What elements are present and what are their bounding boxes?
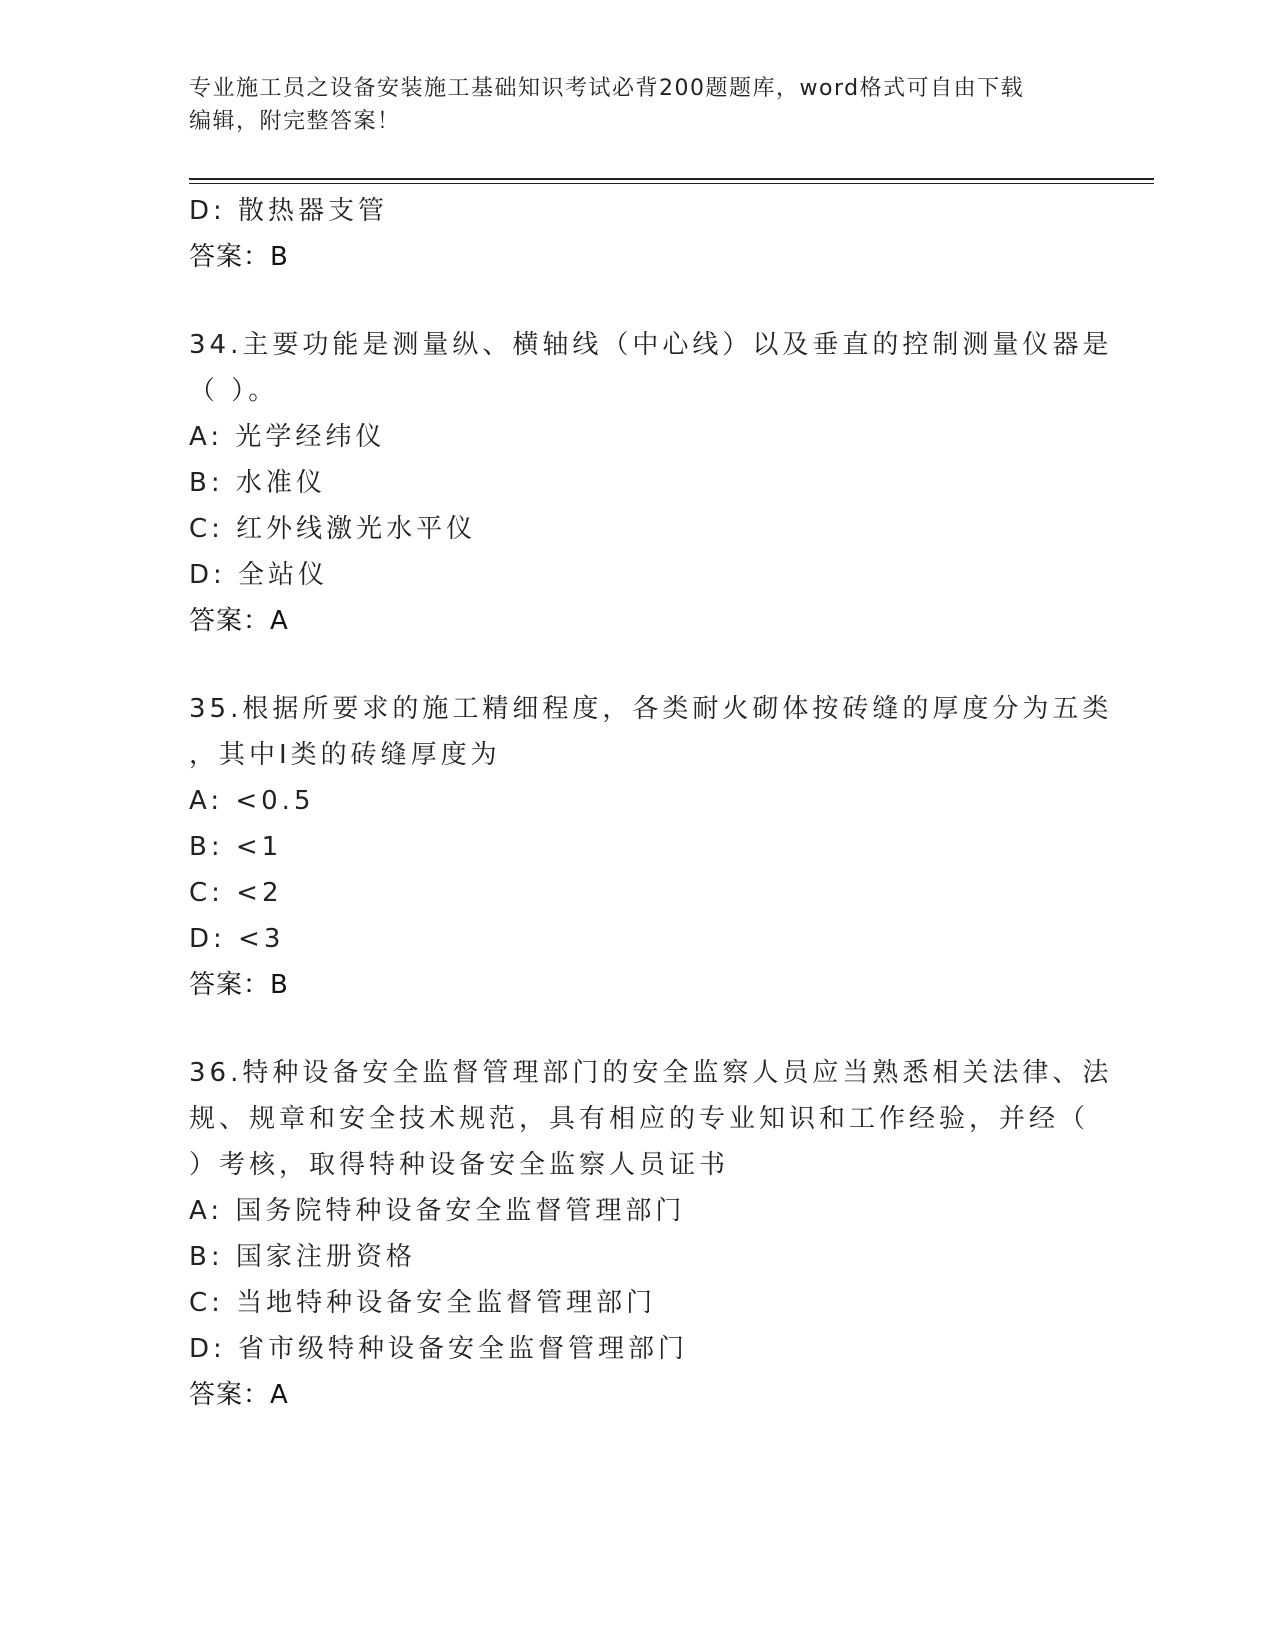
question-35 (189, 686, 1113, 1008)
option-c: C: <2 (189, 878, 283, 908)
previous-question-tail (189, 188, 1089, 280)
answer-line: 答案：A (189, 1380, 289, 1410)
option-c: C: 红外线激光水平仪 (189, 514, 477, 544)
question-stem (189, 1050, 1113, 1188)
question-stem-line: ）考核，取得特种设备安全监察人员证书 (189, 1150, 730, 1180)
option-a: A: 国务院特种设备安全监督管理部门 (189, 1196, 686, 1226)
question-stem-line: 35.根据所要求的施工精细程度，各类耐火砌体按砖缝的厚度分为五类 (189, 694, 1113, 724)
option-b: B: 国家注册资格 (189, 1242, 416, 1272)
header-divider-thin (189, 183, 1154, 184)
question-stem (189, 322, 1113, 414)
header-line-1: 专业施工员之设备安装施工基础知识考试必背200题题库，word格式可自由下载 (189, 76, 1025, 101)
option-d: D: <3 (189, 924, 285, 954)
option-c: C: 当地特种设备安全监督管理部门 (189, 1288, 657, 1318)
answer-line: 答案：B (189, 970, 289, 1000)
question-stem-line: （ ）。 (189, 376, 279, 406)
question-34 (189, 322, 1113, 644)
question-stem-line: 34.主要功能是测量纵、横轴线（中心线）以及垂直的控制测量仪器是 (189, 330, 1113, 360)
option-b: B: <1 (189, 832, 283, 862)
option-d: D: 散热器支管 (189, 196, 389, 226)
header-line-2: 编辑，附完整答案！ (189, 109, 401, 134)
option-d: D: 省市级特种设备安全监督管理部门 (189, 1334, 689, 1364)
question-36 (189, 1050, 1113, 1418)
answer-line: 答案：A (189, 606, 289, 636)
option-d: D: 全站仪 (189, 560, 329, 590)
question-stem-line: 36.特种设备安全监督管理部门的安全监察人员应当熟悉相关法律、法 (189, 1058, 1113, 1088)
question-stem-line: 规、规章和安全技术规范，具有相应的专业知识和工作经验，并经（ (189, 1104, 1090, 1134)
document-body (189, 188, 1113, 1418)
answer-line: 答案：B (189, 242, 289, 272)
option-a: A: <0.5 (189, 786, 315, 816)
option-a: A: 光学经纬仪 (189, 422, 386, 452)
question-stem-line: ，其中Ⅰ类的砖缝厚度为 (189, 740, 501, 770)
option-b: B: 水准仪 (189, 468, 326, 498)
header-divider-thick (189, 178, 1154, 180)
document-header (189, 72, 1069, 138)
question-stem (189, 686, 1113, 778)
